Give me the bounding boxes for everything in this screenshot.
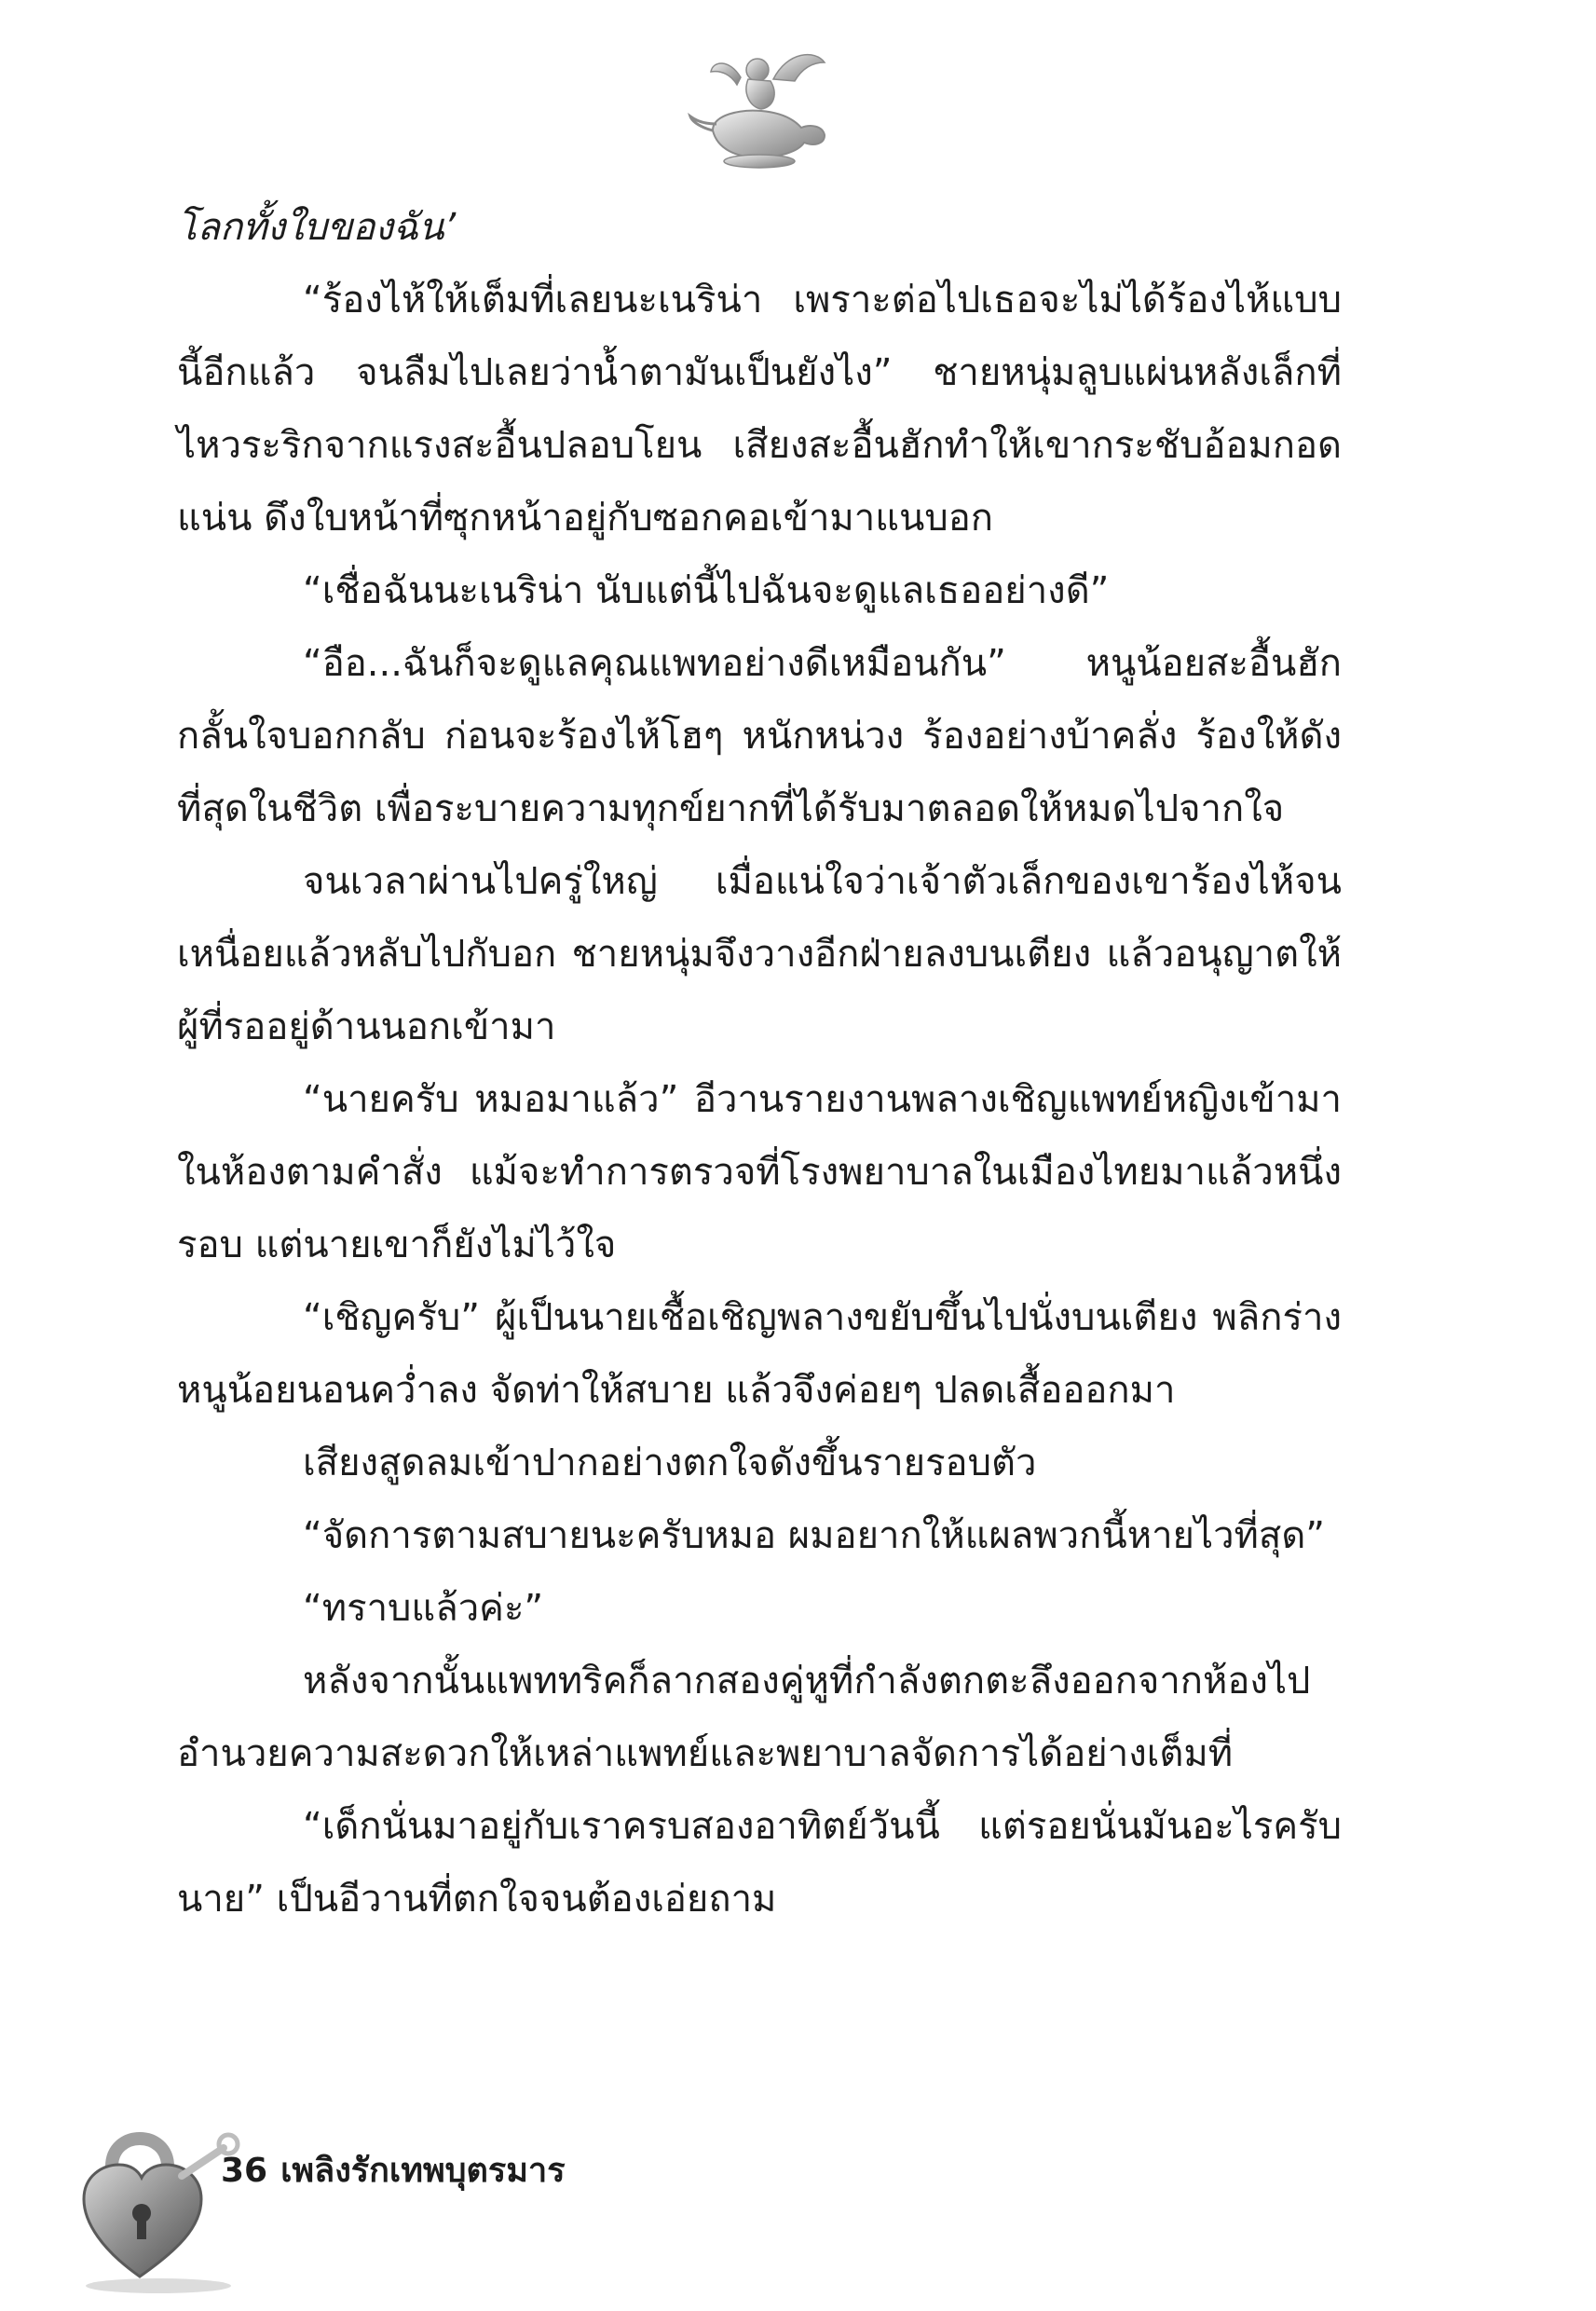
page-footer bbox=[221, 2143, 579, 2196]
paragraph: จนเวลาผ่านไปครู่ใหญ่ เมื่อแน่ใจว่าเจ้าตัวเล็กของเขาร้องไห้จนเหนื่อยแล้วหลับไปกับอก ชายหนุ่มจึงวางอีกฝ่ายลงบนเตียง แล้วอนุญาตให้ผู้ที่รออยู่ด้านนอกเข้ามา bbox=[177, 860, 1342, 1048]
paragraph: “เด็กนั่นมาอยู่กับเราครบสองอาทิตย์วันนี้ แต่รอยนั่นมันอะไรครับนาย” เป็นอีวานที่ตกใจจนต้องเอ่ยถาม bbox=[177, 1805, 1342, 1921]
paragraph: โลกทั้งใบของฉัน’ bbox=[177, 206, 457, 249]
paragraph: “จัดการตามสบายนะครับหมอ ผมอยากให้แผลพวกนี้หายไวที่สุด” bbox=[303, 1514, 1326, 1557]
paragraph: “เชิญครับ” ผู้เป็นนายเชื้อเชิญพลางขยับขึ้นไปนั่งบนเตียง พลิกร่างหนูน้อยนอนคว่ำลง จัดท่าให้สบาย แล้วจึงค่อยๆ ปลดเสื้อออกมา bbox=[177, 1296, 1342, 1412]
chapter-body bbox=[177, 191, 1342, 1935]
book-title: เพลิงรักเทพบุตรมาร bbox=[280, 2152, 566, 2190]
paragraph: หลังจากนั้นแพททริคก็ลากสองคู่หูที่กำลังตกตะลึงออกจากห้องไป อำนวยความสะดวกให้เหล่าแพทย์และพยาบาลจัดการได้อย่างเต็มที่ bbox=[177, 1660, 1311, 1775]
paragraph: “ร้องไห้ให้เต็มที่เลยนะเนริน่า เพราะต่อไปเธอจะไม่ได้ร้องไห้แบบนี้อีกแล้ว จนลืมไปเลยว่าน้ำตามันเป็นยังไง” ชายหนุ่มลูบแผ่นหลังเล็กที่ไหวระริกจากแรงสะอื้นปลอบโยน เสียงสะอื้นฮักทำให้เขากระชับอ้อมกอดแน่น ดึงใบหน้าที่ซุกหน้าอยู่กับซอกคอเข้ามาแนบอก bbox=[177, 279, 1342, 540]
paragraph: “ทราบแล้วค่ะ” bbox=[303, 1587, 544, 1630]
page-number: 36 bbox=[221, 2152, 268, 2190]
paragraph: เสียงสูดลมเข้าปากอย่างตกใจดังขึ้นรายรอบตัว bbox=[303, 1442, 1037, 1484]
paragraph: “อือ...ฉันก็จะดูแลคุณแพทอย่างดีเหมือนกัน” หนูน้อยสะอื้นฮักกลั้นใจบอกกลับ ก่อนจะร้องไห้โฮๆ หนักหน่วง ร้องอย่างบ้าคลั่ง ร้องให้ดังที่สุดในชีวิต เพื่อระบายความทุกข์ยากที่ได้รับมาตลอดให้หมดไปจากใจ bbox=[177, 642, 1342, 830]
heart-padlock-with-key-icon bbox=[75, 2111, 242, 2297]
genie-lamp-with-cupid-icon bbox=[685, 42, 834, 172]
paragraph: “เชื่อฉันนะเนริน่า นับแต่นี้ไปฉันจะดูแลเธออย่างดี” bbox=[303, 569, 1110, 612]
paragraph: “นายครับ หมอมาแล้ว” อีวานรายงานพลางเชิญแพทย์หญิงเข้ามาในห้องตามคำสั่ง แม้จะทำการตรวจที่โรงพยาบาลในเมืองไทยมาแล้วหนึ่งรอบ แต่นายเขาก็ยังไม่ไว้ใจ bbox=[177, 1078, 1342, 1266]
